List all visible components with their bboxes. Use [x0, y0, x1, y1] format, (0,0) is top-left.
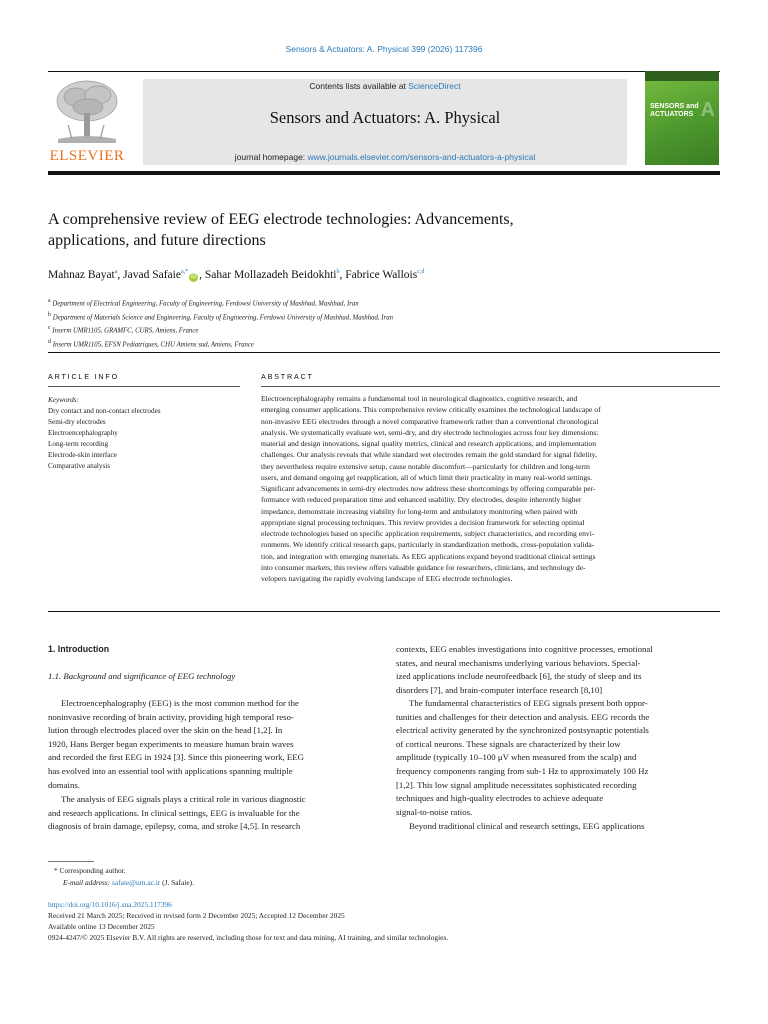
body-line: Beyond traditional clinical and research settings, EEG applications [409, 821, 645, 831]
author-name: Mahnaz Bayat [48, 269, 115, 281]
body-line: signal-to-noise ratios. [396, 806, 473, 817]
article-info-label: ARTICLE INFO [48, 372, 119, 381]
body-line: 1920, Hans Berger began experiments to measure human brain waves [48, 738, 294, 749]
body-line: techniques and high-quality electrodes to achieve adequate [396, 793, 604, 804]
article-info-rule [48, 386, 240, 387]
abstract-line: analysis. We systematically evaluate wet, semi-dry, and dry electrode technologies across four key dimensions: [261, 427, 599, 437]
section-heading: 1. Introduction [48, 644, 110, 654]
footnote-rule [48, 861, 94, 862]
journal-cover-thumbnail[interactable] [645, 71, 719, 165]
email-label: E-mail address: [63, 878, 112, 887]
cover-title-line2: ACTUATORS [650, 111, 694, 118]
body-line: [1,2]. This low signal amplitude necessitates sophisticated recording [396, 779, 637, 790]
header-top-rule [48, 71, 720, 72]
author-affiliation-mark[interactable]: b [336, 269, 340, 276]
keywords-block [48, 395, 238, 472]
abstract-rule [261, 386, 720, 387]
body-line: electrical activity generated by the synchronized postsynaptic potentials [396, 725, 649, 736]
body-line: Electroencephalography (EEG) is the most common method for the [61, 698, 299, 708]
left-column-paragraph-1 [48, 697, 372, 792]
right-column-paragraph-1 [396, 643, 720, 697]
affiliation-item: $^a$ Department of Electrical Engineering, Faculty of Engineering, Ferdowsi University of Mashhad, Mashhad, Iran [48, 298, 359, 308]
received-dates: Received 21 March 2025; Received in revised form 2 December 2025; Accepted 12 December 2025 [48, 911, 345, 920]
orcid-icon[interactable]: iD [190, 274, 197, 280]
right-column-paragraph-3 [396, 820, 720, 834]
body-line: The fundamental characteristics of EEG signals present both oppor- [409, 698, 648, 708]
abstract-text [261, 393, 720, 584]
email-link[interactable]: safaie@um.ac.ir [112, 878, 161, 887]
affiliation-item: $^d$ Inserm UMR1105, EFSN Pediatriques, CHU Amiens sud, Amiens, France [48, 339, 254, 349]
affiliation-item: $^c$ Inserm UMR1105, GRAMFC, CURS, Amiens, France [48, 325, 199, 335]
body-line: states, and neural mechanisms underlying various behaviors. Special- [396, 657, 641, 668]
abstract-line: non-invasive EEG electrodes through a novel comparative framework rather than a conventional chronological [261, 416, 599, 426]
body-line: noninvasive recording of brain activity, providing high temporal reso- [48, 711, 294, 722]
affiliations-rule [48, 352, 720, 353]
publisher-wordmark: ELSEVIER [49, 148, 125, 164]
body-line: lution through electrodes placed over the skin on the head [1,2]. In [48, 725, 283, 736]
abstract-line: material and design innovations, signal quality metrics, clinical and research applications, and implementation [261, 439, 597, 448]
elsevier-tree-logo [48, 77, 126, 147]
copyright-notice: 0924-4247/© 2025 Elsevier B.V. All rights are reserved, including those for text and data mining, AI training, and similar technologies. [48, 933, 449, 942]
author-name: Javad Safaie [123, 269, 181, 281]
sciencedirect-link[interactable]: ScienceDirect [408, 81, 461, 91]
abstract-line: electrode technologies based on specific application requirements, subject characteristics, and recording envi- [261, 529, 595, 538]
subsection-heading: 1.1. Background and significance of EEG technology [48, 671, 236, 681]
article-title [48, 209, 720, 251]
author-affiliation-mark[interactable]: a,* [180, 269, 189, 276]
cover-title [650, 103, 699, 119]
keyword-item: Electrode-skin interface [48, 451, 117, 459]
abstract-label: ABSTRACT [261, 372, 314, 381]
left-column-paragraph-2 [48, 793, 372, 834]
abstract-line: formance with reduced preparation time and enhanced usability. Dry electrodes, despite inherently higher [261, 495, 582, 505]
body-line: and research applications. In clinical settings, EEG is invaluable for the [48, 807, 300, 818]
journal-homepage [143, 152, 627, 162]
abstract-line: velopers navigating the rapidly evolving landscape of EEG electrode technologies. [261, 574, 513, 583]
abstract-line: ronments. We identify critical research gaps, particularly in standardization methods, cross-population valida- [261, 540, 595, 550]
corresponding-author-note [54, 865, 194, 889]
contents-prefix: Contents lists available at [309, 81, 409, 91]
body-line: frequency components ranging from sub-1 Hz to approximately 100 Hz [396, 765, 649, 776]
body-line: and recorded the first EEG in 1924 [3]. Since this pioneering work, EEG [48, 752, 305, 763]
abstract-line: Significant advancements in semi-dry electrodes now address these shortcomings by offering comparable per- [261, 484, 596, 493]
affiliations [48, 296, 393, 351]
abstract-line: they nevertheless require extensive setup, cause notable discomfort—particularly for children and long-term [261, 461, 590, 471]
article-metadata [48, 899, 728, 943]
keyword-item: Electroencephalography [48, 429, 118, 437]
abstract-line: impedance, demonstrate increasing viability for long-term and ambulatory monitoring when paired with [261, 506, 578, 516]
abstract-line: Electroencephalography remains a fundamental tool in neurological diagnostics, cognitive research, and [261, 394, 578, 403]
available-online: Available online 13 December 2025 [48, 922, 155, 931]
cover-letter: A [700, 99, 715, 121]
body-line: ized applications include neurofeedback [6], the study of sleep and its [396, 671, 642, 682]
journal-reference[interactable]: Sensors & Actuators: A. Physical 399 (2026) 117396 [285, 44, 483, 54]
header-bottom-rule [48, 171, 720, 175]
affiliation-item: $^b$ Department of Materials Science and Engineering, Faculty of Engineering, Ferdowsi University of Mashhad, Mashhad, Iran [48, 311, 393, 321]
keyword-item: Long-term recording [48, 440, 109, 448]
abstract-line: into consumer markets, this review offers valuable guidance for researchers, clinicians, and technology de- [261, 562, 586, 572]
body-line: contexts, EEG enables investigations into cognitive processes, emotional [396, 644, 653, 654]
keyword-item: Semi-dry electrodes [48, 418, 106, 426]
keyword-item: Dry contact and non-contact electrodes [48, 407, 161, 415]
keyword-item: Comparative analysis [48, 462, 111, 470]
doi-link[interactable]: https://doi.org/10.1016/j.sna.2025.117396 [48, 900, 172, 909]
journal-name: Sensors and Actuators: A. Physical [269, 108, 501, 127]
right-column-paragraph-2 [396, 697, 720, 819]
abstract-line: tion, and integration with emerging materials. As EEG applications expand beyond traditional clinical settings [261, 551, 596, 561]
email-line [54, 877, 194, 889]
title-line-1: A comprehensive review of EEG electrode technologies: Advancements, [48, 211, 514, 228]
author-affiliation-mark[interactable]: a [114, 269, 118, 276]
author-name: Sahar Mollazadeh Beidokhti [204, 269, 337, 281]
email-suffix: (J. Safaie). [160, 878, 194, 887]
abstract-line: users, and demand ongoing gel reapplication, all of which limit their practicality in many real-world settings. [261, 472, 593, 482]
title-line-2: applications, and future directions [48, 232, 266, 249]
body-line: has evolved into an essential tool with applications spanning multiple [48, 765, 293, 776]
abstract-line: emerging consumer applications. This comprehensive review critically examines the technological landscape of [261, 405, 601, 415]
body-line: The analysis of EEG signals plays a critical role in various diagnostic [61, 794, 306, 804]
abstract-line: challenges. Our analysis reveals that while standard wet electrodes remain the gold standard for signal fidelity, [261, 450, 597, 460]
author-affiliation-mark[interactable]: c,d [417, 269, 425, 276]
body-line: amplitude (typically 10–100 μV when measured from the scalp) and [396, 752, 637, 763]
homepage-prefix: journal homepage: [234, 152, 308, 162]
author-name: Fabrice Wallois [345, 269, 418, 281]
homepage-link[interactable]: www.journals.elsevier.com/sensors-and-actuators-a-physical [307, 152, 536, 162]
body-line: of cortical neurons. These signals are characterized by their low [396, 738, 621, 749]
body-line: disorders [7], and brain-computer interface research [8,10] [396, 684, 603, 695]
body-line: domains. [48, 779, 81, 790]
cover-title-line1: SENSORS and [650, 103, 699, 110]
abstract-line: appropriate signal processing techniques. This review provides a decision framework for selecting optimal [261, 517, 585, 527]
abstract-bottom-rule [48, 611, 720, 612]
body-line: tunities and challenges for their detection and analysis. EEG records the [396, 711, 650, 722]
corresponding-label: * Corresponding author. [54, 866, 126, 875]
contents-line [143, 81, 627, 91]
keywords-label: Keywords: [48, 396, 79, 404]
body-line: diagnosis of brain damage, epilepsy, coma, and stroke [4,5]. In research [48, 821, 301, 832]
cover-top-strip [645, 71, 719, 81]
author-list: Mahnaz Bayat$^a$, Javad Safaie$^{a,*}$iD , Sahar Mollazadeh Beidokhti$^b$, Fabrice Wallois$^{c,d}$ [48, 269, 425, 281]
